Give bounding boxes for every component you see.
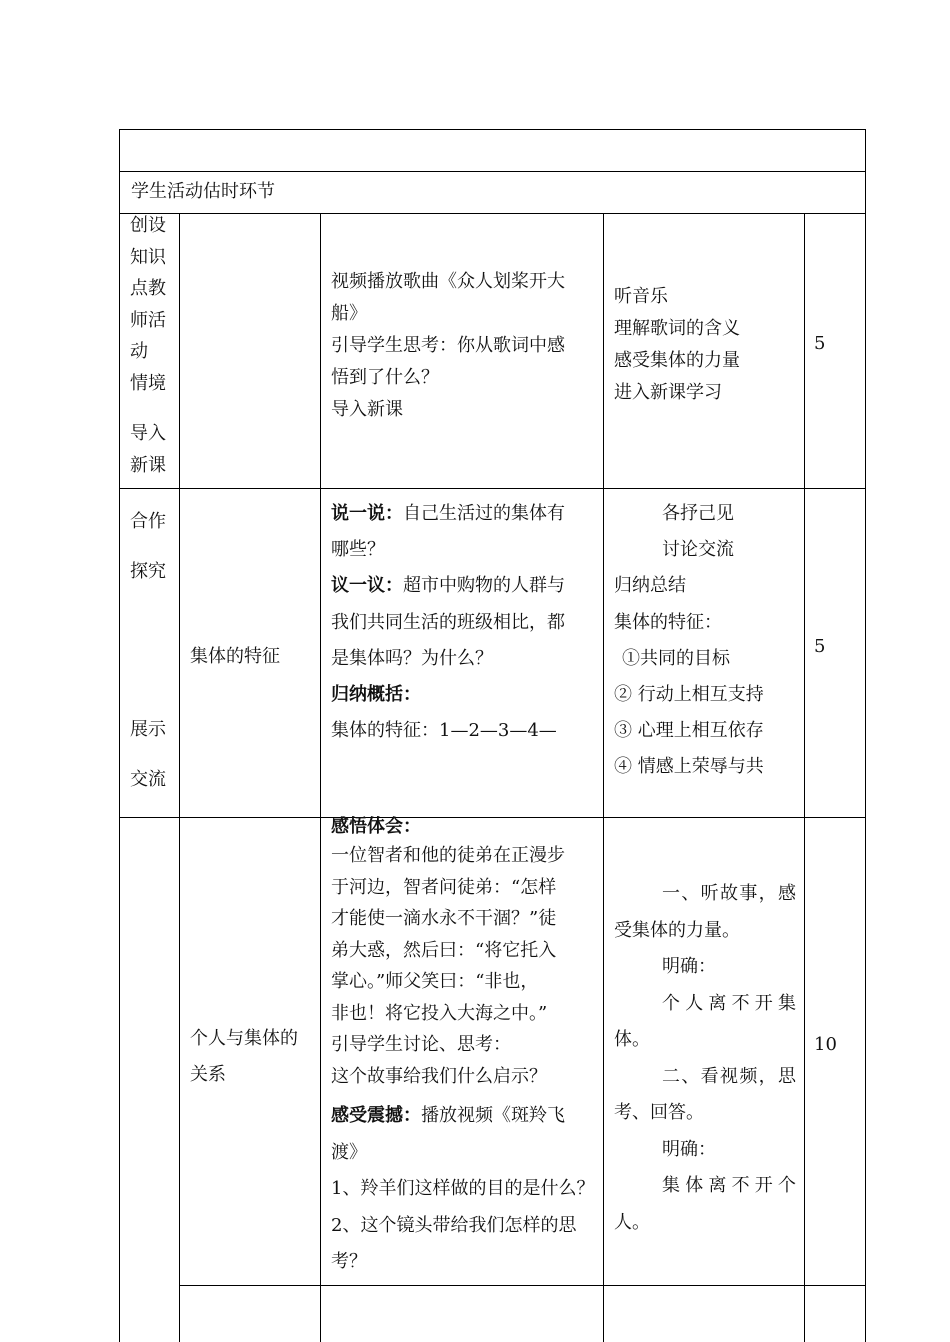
question-2: 2、这个镜头带给我们怎样的思 [331, 1214, 577, 1236]
student-line: ② 行动上相互支持 [614, 684, 764, 706]
student-activity-relation [614, 876, 796, 1241]
say-text-cont: 哪些？ [331, 539, 385, 561]
student-line: 一、听故事，感 [662, 883, 796, 904]
student-line: 归纳总结 [614, 575, 686, 597]
shock-text-cont: 渡》 [331, 1141, 367, 1163]
student-line: 进入新课学习 [614, 382, 722, 403]
time-cell: 5 [814, 636, 826, 657]
time-cell: 5 [814, 333, 826, 354]
student-line: 人。 [614, 1211, 650, 1233]
row-divider [119, 171, 866, 172]
story-line: 引导学生讨论、思考： [331, 1034, 511, 1055]
student-line: 集体离不开个 [662, 1175, 796, 1196]
teacher-activity-intro [331, 266, 596, 426]
teacher-line: 视频播放歌曲《众人划桨开大 [331, 271, 565, 292]
topic-line: 个人与集体的 [190, 1028, 298, 1049]
story-line: 才能使一滴水永不干涸？”徒 [331, 908, 557, 929]
teacher-line: 引导学生思考：你从歌词中感 [331, 335, 565, 356]
student-activity-intro [614, 281, 799, 409]
shock-text: 播放视频《斑羚飞 [421, 1105, 565, 1126]
stage-line: 展示 [130, 719, 166, 740]
student-line: 感受集体的力量 [614, 350, 740, 371]
say-line [331, 496, 596, 532]
student-line: 受集体的力量。 [614, 919, 740, 941]
story-line: 于河边，智者问徒弟：“怎样 [331, 876, 557, 898]
story-line: 这个故事给我们什么启示？ [331, 1065, 547, 1087]
student-line: ①共同的目标 [622, 647, 730, 669]
topic-cell: 集体的特征 [190, 646, 280, 667]
student-line: 理解歌词的含义 [614, 318, 740, 339]
shock-line [331, 1098, 596, 1135]
story-line: 掌心。”师父笑曰：“非也， [331, 971, 539, 992]
row-divider [119, 213, 866, 214]
question-1: 1、羚羊们这样做的目的是什么？ [331, 1178, 595, 1199]
shock-block [331, 1098, 596, 1281]
question-2-cont: 考？ [331, 1251, 367, 1272]
topic-line: 关系 [190, 1064, 226, 1085]
row-divider [119, 488, 866, 489]
student-line: 体。 [614, 1029, 650, 1050]
story-line: 非也！将它投入大海之中。” [331, 1002, 548, 1024]
say-text: 自己生活过的集体有 [403, 503, 565, 524]
student-line: 二、看视频，思 [662, 1065, 796, 1087]
stage-line: 知识 [130, 246, 166, 268]
student-line: 各抒己见 [662, 503, 734, 524]
discuss-line [331, 568, 596, 604]
teacher-activity-relation [331, 814, 596, 1281]
discuss-text-cont: 我们共同生活的班级相比，都 [331, 611, 565, 633]
stage-line: 合作 [130, 511, 166, 532]
teacher-line: 悟到了什么？ [331, 367, 439, 388]
student-line: 听音乐 [614, 286, 668, 307]
student-line: ④ 情感上荣辱与共 [614, 756, 764, 778]
column-divider [179, 213, 180, 1342]
stage-line: 点教 [130, 278, 166, 299]
column-divider [603, 213, 604, 1342]
student-line: ③ 心理上相互依存 [614, 720, 764, 742]
stage-line: 新课 [130, 454, 166, 476]
summary-text: 集体的特征：1—2—3—4— [331, 720, 557, 742]
stage-line: 导入 [130, 423, 166, 444]
header-row-text: 学生活动估时环节 [131, 181, 275, 202]
student-line: 个人离不开集 [662, 992, 796, 1014]
stage-cell-share [130, 705, 170, 805]
stage-line: 交流 [130, 769, 166, 790]
stage-line: 动 [130, 341, 148, 362]
shock-label: 感受震撼： [331, 1105, 421, 1126]
say-label: 说一说： [331, 503, 403, 524]
feel-label: 感悟体会： [331, 816, 421, 837]
teacher-line: 导入新课 [331, 399, 403, 420]
teacher-line: 船》 [331, 303, 367, 324]
student-line: 明确： [662, 1138, 716, 1160]
student-line: 讨论交流 [662, 539, 734, 561]
stage-cell-explore [130, 497, 170, 597]
summary-label: 归纳概括： [331, 684, 421, 706]
column-divider [320, 213, 321, 1342]
student-line: 考、回答。 [614, 1102, 704, 1123]
discuss-text: 超市中购物的人群与 [403, 575, 565, 597]
stage-line: 师活 [130, 309, 166, 331]
teacher-activity-features [331, 496, 596, 749]
student-activity-features [614, 496, 799, 786]
discuss-text-cont: 是集体吗？为什么？ [331, 647, 493, 669]
column-divider [804, 213, 805, 1342]
stage-line: 创设 [130, 215, 166, 236]
stage-line: 探究 [130, 561, 166, 582]
discuss-label: 议一议： [331, 575, 403, 597]
topic-cell [190, 1021, 312, 1093]
stage-cell-intro [130, 210, 170, 481]
time-cell: 10 [814, 1034, 837, 1055]
student-line: 明确： [662, 956, 716, 977]
story-line: 弟大惑，然后曰：“将它托入 [331, 939, 557, 961]
stage-line: 情境 [130, 372, 166, 394]
story-line: 一位智者和他的徒弟在正漫步 [331, 845, 565, 866]
row-divider [179, 1285, 866, 1286]
student-line: 集体的特征： [614, 611, 722, 633]
